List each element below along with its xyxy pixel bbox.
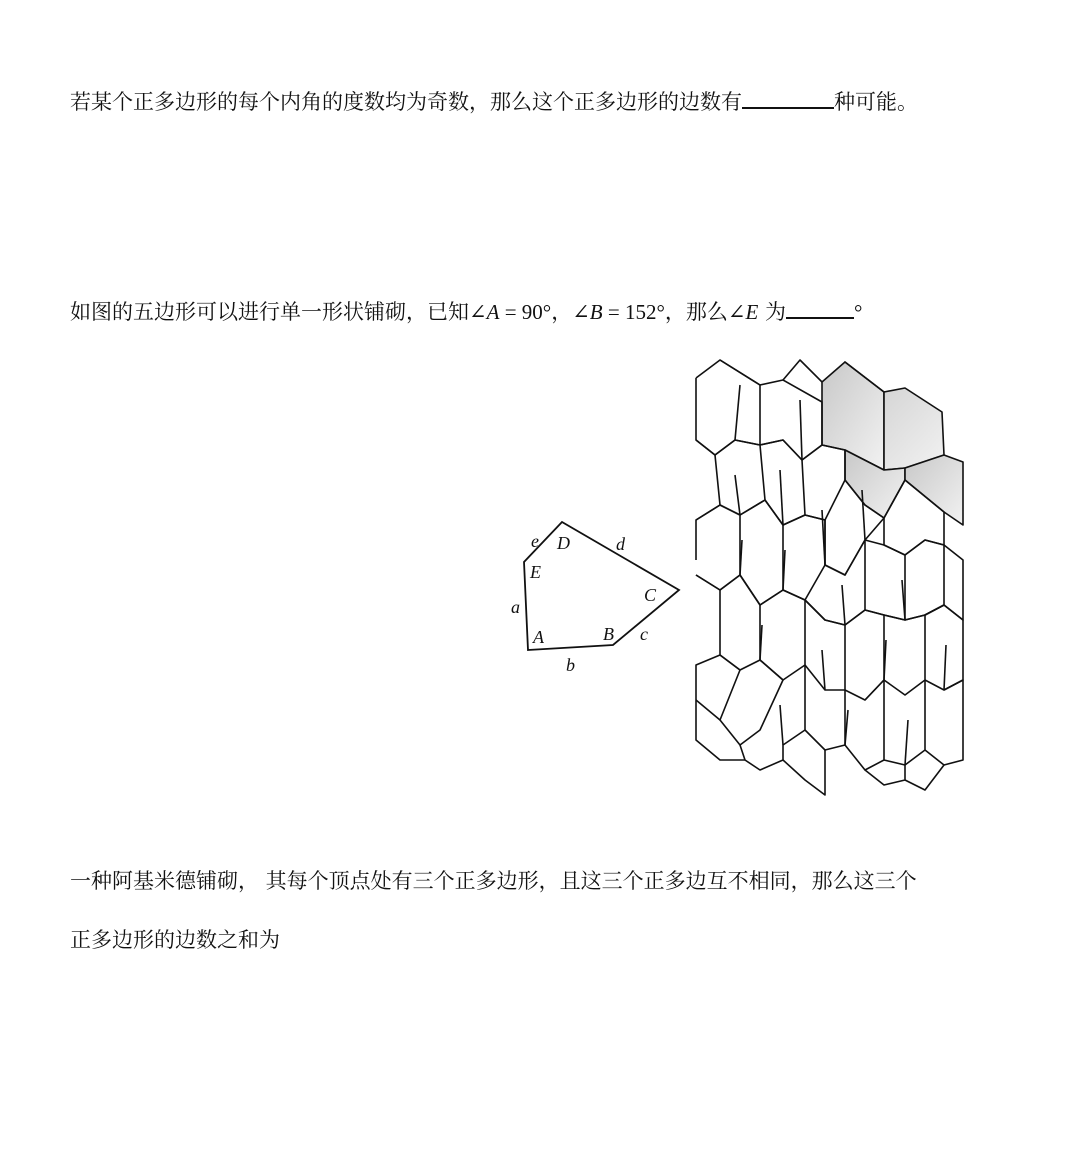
vertex-label-b: B: [603, 624, 614, 644]
side-label-b: b: [566, 655, 575, 675]
q2-text-1: 如图的五边形可以进行单一形状铺砌，已知: [70, 300, 469, 324]
q3-line-1: 一种阿基米德铺砌， 其每个顶点处有三个正多边形，且这三个正多边互不相同，那么这三个: [70, 869, 917, 893]
shaded-tile: [905, 455, 963, 525]
vertex-label-e: E: [530, 562, 541, 582]
q3-line-2: 正多边形的边数之和为: [70, 928, 280, 952]
angle-a-expr: ∠A = 90°: [469, 300, 552, 324]
q2-text-2: ，那么: [664, 300, 728, 324]
vertex-label-c: C: [644, 585, 657, 605]
side-label-e: e: [531, 531, 539, 551]
side-label-a: a: [511, 597, 520, 617]
pentagon-diagram: [511, 522, 679, 675]
side-label-d: d: [616, 534, 625, 554]
q2-text-3: 为: [758, 300, 786, 324]
vertex-label-a: A: [533, 627, 544, 647]
pentagon-tessellation: [696, 360, 963, 795]
angle-b-expr: ∠B = 152°: [572, 300, 665, 324]
q1-text: 若某个正多边形的每个内角的度数均为奇数，那么这个正多边形的边数有: [70, 90, 742, 114]
question-3-continued: [70, 926, 280, 954]
angle-e-expr: ∠E: [727, 300, 759, 324]
vertex-label-d: D: [557, 533, 570, 553]
side-label-c: c: [640, 624, 648, 644]
degree-symbol: °: [854, 300, 863, 324]
question-3: [70, 867, 917, 895]
q2-separator: ，: [551, 300, 573, 324]
q1-text-end: 种可能。: [834, 90, 918, 114]
